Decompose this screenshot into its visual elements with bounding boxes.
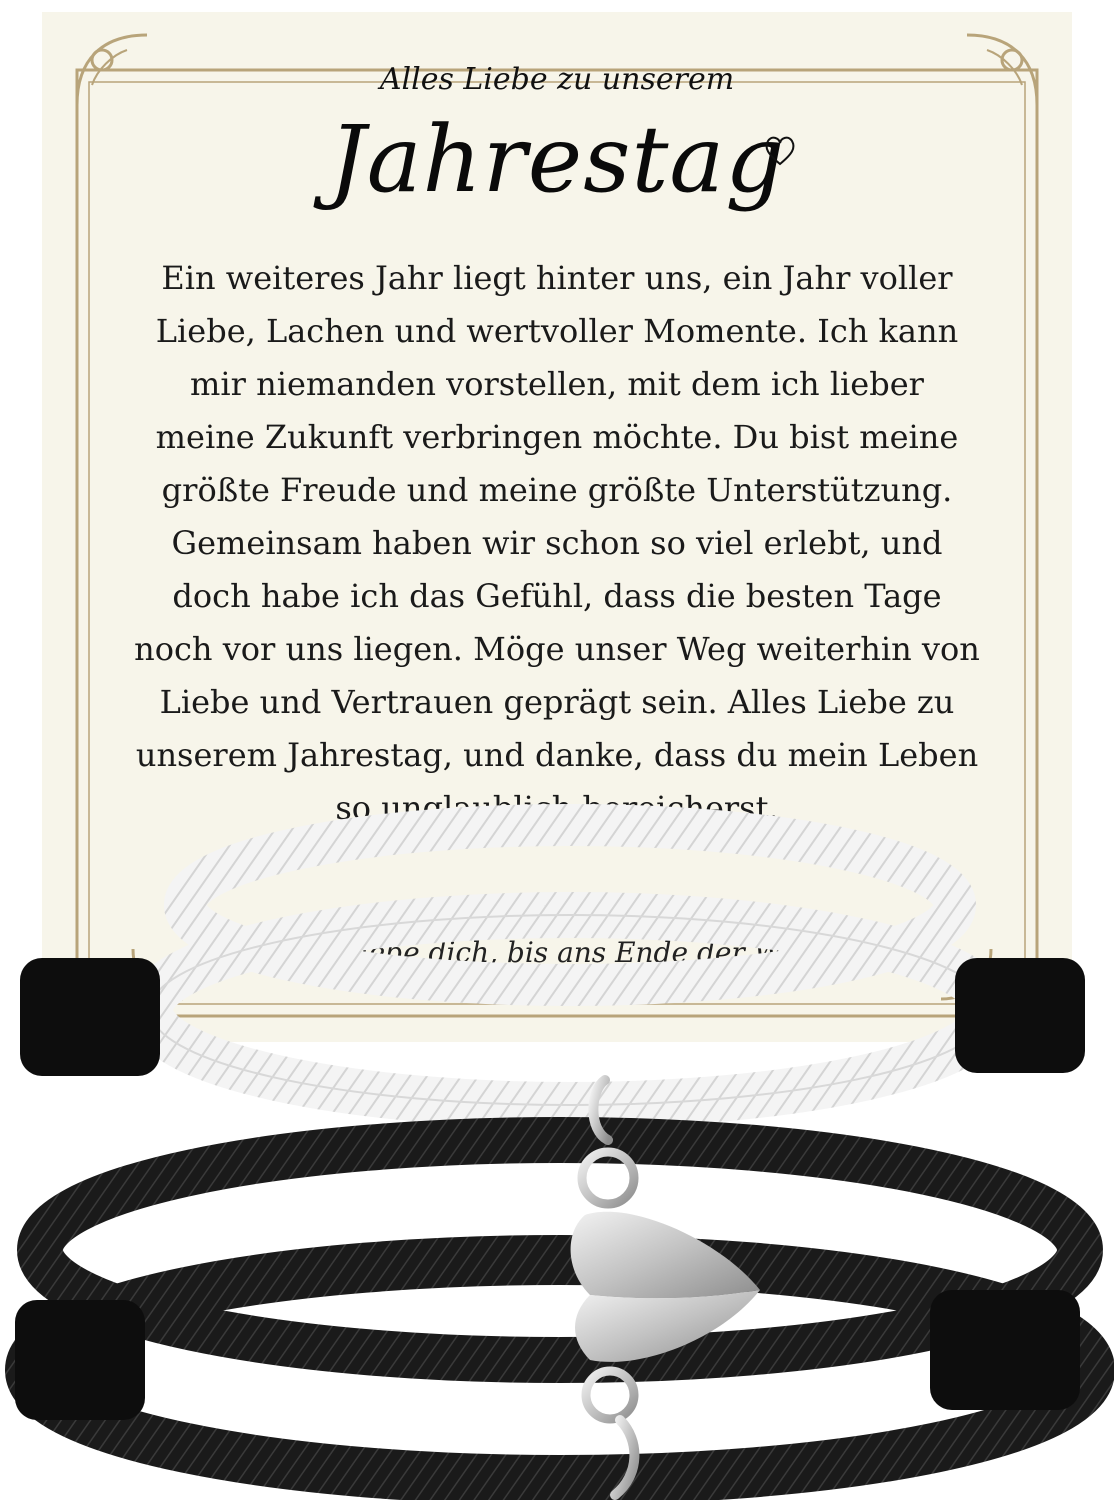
message-line: mir niemanden vorstellen, mit dem ich lieber — [190, 365, 924, 403]
message-line: noch vor uns liegen. Möge unser Weg weiterhin von — [134, 630, 980, 668]
heart-icon — [760, 130, 800, 170]
message-line: meine Zukunft verbringen möchte. Du bist meine — [155, 418, 959, 456]
card-message — [120, 252, 994, 835]
message-line: Ein weiteres Jahr liegt hinter uns, ein Jahr voller — [161, 259, 953, 297]
message-line: unserem Jahrestag, und danke, dass du mein Leben — [135, 736, 979, 774]
message-line: größte Freude und meine größte Unterstützung. — [161, 471, 953, 509]
message-line: Liebe und Vertrauen geprägt sein. Alles Liebe zu — [159, 683, 955, 721]
bead-black-left — [15, 1300, 145, 1420]
black-rope-bracelet — [30, 1140, 1090, 1480]
magnetic-heart-charm — [571, 1080, 760, 1495]
card-title: Jahrestag — [328, 106, 786, 213]
message-line: so unglaublich bereicherst. — [335, 789, 779, 827]
message-line: doch habe ich das Gefühl, dass die besten Tage — [172, 577, 942, 615]
message-line: Liebe, Lachen und wertvoller Momente. Ich kann — [155, 312, 959, 350]
bead-black-right — [930, 1290, 1080, 1410]
card-closing: Ich liebe dich, bis ans Ende der Welt — [296, 936, 817, 969]
card-greeting: Alles Liebe zu unserem — [379, 62, 735, 97]
message-line: Gemeinsam haben wir schon so viel erlebt, und — [171, 524, 943, 562]
